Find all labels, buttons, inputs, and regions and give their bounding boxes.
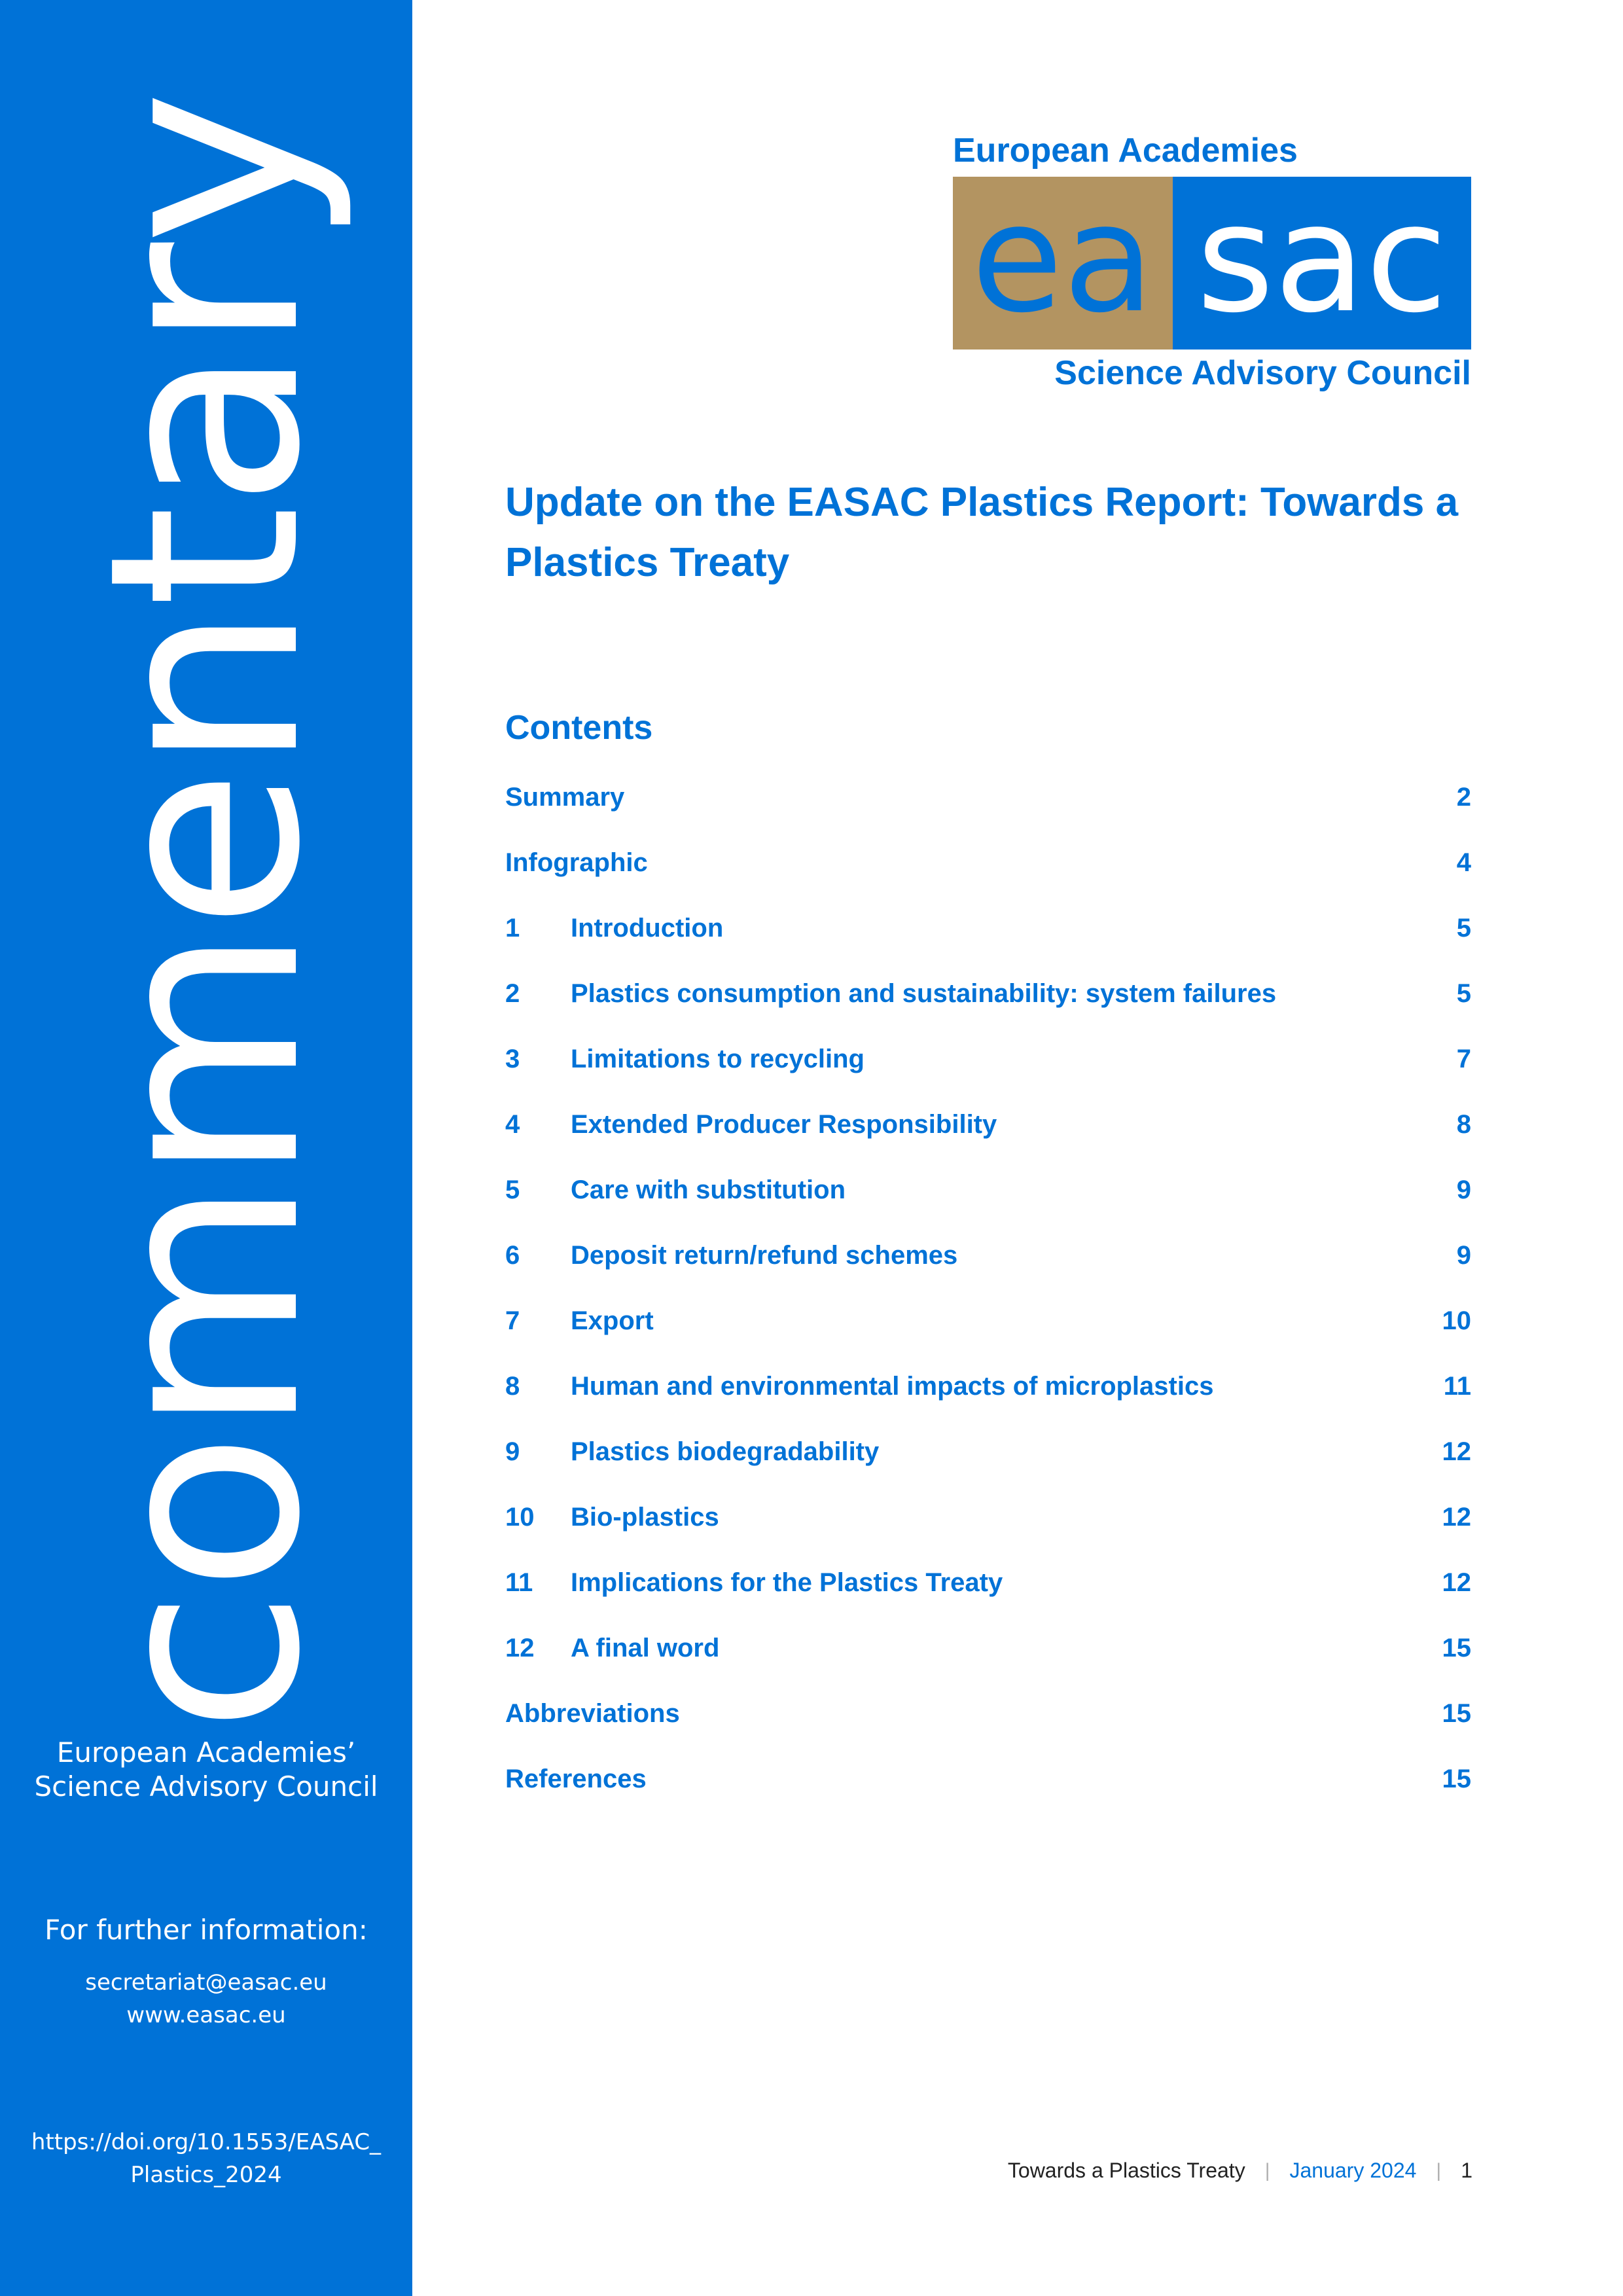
contents-heading: Contents bbox=[505, 709, 653, 747]
toc-entry-page: 15 bbox=[1442, 1633, 1471, 1662]
logo-top-text: European Academies bbox=[953, 132, 1298, 170]
toc-entry-number: 4 bbox=[505, 1109, 520, 1139]
page-footer bbox=[1008, 2159, 1472, 2183]
toc-entry[interactable] bbox=[505, 1484, 1471, 1550]
logo-sac-block: sac bbox=[1173, 177, 1471, 350]
toc-entry-number: 6 bbox=[505, 1240, 520, 1270]
toc-entry-label: Plastics consumption and sustainability: system failures bbox=[571, 978, 1277, 1008]
sidebar-org-line1: European Academies’ bbox=[56, 1736, 356, 1768]
footer-separator: | bbox=[1264, 2159, 1270, 2181]
document-title: Update on the EASAC Plastics Report: Towards a Plastics Treaty bbox=[505, 480, 1459, 585]
toc-entry-number: 8 bbox=[505, 1371, 520, 1401]
toc-entry-page: 8 bbox=[1456, 1109, 1471, 1139]
toc-entry-page: 10 bbox=[1442, 1306, 1471, 1335]
toc-entry-page: 2 bbox=[1456, 782, 1471, 812]
footer-title: Towards a Plastics Treaty bbox=[1007, 2159, 1245, 2182]
toc-entry-number: 2 bbox=[505, 978, 520, 1008]
toc-entry-number: 7 bbox=[505, 1306, 520, 1335]
easac-logo bbox=[953, 177, 1471, 350]
toc-entry-label: Implications for the Plastics Treaty bbox=[571, 1568, 1003, 1597]
toc-entry[interactable] bbox=[505, 1026, 1471, 1092]
toc-entry-label: Limitations to recycling bbox=[571, 1044, 865, 1073]
toc-entry[interactable] bbox=[505, 1288, 1471, 1354]
toc-entry-page: 12 bbox=[1442, 1437, 1471, 1466]
toc-entry-page: 5 bbox=[1456, 978, 1471, 1008]
further-info-title: For further information: bbox=[45, 1914, 368, 1946]
toc-entry-page: 15 bbox=[1442, 1698, 1471, 1728]
footer-separator: | bbox=[1436, 2159, 1442, 2181]
toc-entry[interactable] bbox=[505, 1550, 1471, 1615]
toc-entry[interactable] bbox=[505, 1157, 1471, 1223]
toc-entry[interactable] bbox=[505, 1092, 1471, 1157]
toc-entry-page: 4 bbox=[1456, 848, 1471, 877]
toc-entry-page: 7 bbox=[1456, 1044, 1471, 1073]
logo-bottom-text: Science Advisory Council bbox=[1054, 354, 1471, 392]
toc-entry-label: Human and environmental impacts of microplastics bbox=[571, 1371, 1214, 1401]
toc-entry[interactable] bbox=[505, 961, 1471, 1026]
footer-date: January 2024 bbox=[1289, 2159, 1417, 2182]
toc-entry-label: Summary bbox=[505, 782, 625, 812]
toc-entry-number: 11 bbox=[505, 1568, 533, 1597]
doi-link[interactable] bbox=[0, 2126, 412, 2191]
sidebar-organization bbox=[0, 1736, 412, 1804]
toc-entry-label: A final word bbox=[571, 1633, 720, 1662]
doi-line2: Plastics_2024 bbox=[130, 2162, 282, 2188]
toc-entry[interactable] bbox=[505, 830, 1471, 895]
toc-entry-number: 12 bbox=[505, 1633, 535, 1662]
toc-entry-number: 1 bbox=[505, 913, 520, 942]
toc-entry-label: References bbox=[505, 1764, 647, 1793]
toc-entry-page: 9 bbox=[1456, 1240, 1471, 1270]
toc-entry-page: 12 bbox=[1442, 1502, 1471, 1532]
toc-entry-page: 11 bbox=[1443, 1371, 1471, 1401]
toc-entry-page: 12 bbox=[1442, 1568, 1471, 1597]
toc-entry-label: Plastics biodegradability bbox=[571, 1437, 880, 1466]
logo-ea-block: ea bbox=[953, 177, 1173, 350]
toc-entry-label: Bio-plastics bbox=[571, 1502, 719, 1532]
contact-block bbox=[0, 1966, 412, 2032]
toc-entry-label: Care with substitution bbox=[571, 1175, 846, 1204]
toc-entry[interactable] bbox=[505, 764, 1471, 830]
toc-entry[interactable] bbox=[505, 895, 1471, 961]
footer-page-number: 1 bbox=[1461, 2159, 1472, 2182]
website-link[interactable]: www.easac.eu bbox=[126, 2002, 286, 2028]
toc-entry-label: Deposit return/refund schemes bbox=[571, 1240, 958, 1270]
sidebar-org-line2: Science Advisory Council bbox=[34, 1770, 378, 1803]
toc-entry-number: 5 bbox=[505, 1175, 520, 1204]
toc-entry-label: Extended Producer Responsibility bbox=[571, 1109, 997, 1139]
toc-entry-page: 5 bbox=[1456, 913, 1471, 942]
contact-email-link[interactable]: secretariat@easac.eu bbox=[85, 1969, 327, 1996]
toc-entry-page: 15 bbox=[1442, 1764, 1471, 1793]
toc-entry-label: Infographic bbox=[505, 848, 648, 877]
toc-entry[interactable] bbox=[505, 1681, 1471, 1746]
sidebar bbox=[0, 0, 412, 2296]
toc-entry-label: Export bbox=[571, 1306, 654, 1335]
toc-entry[interactable] bbox=[505, 1746, 1471, 1812]
toc-entry[interactable] bbox=[505, 1354, 1471, 1419]
toc-entry-page: 9 bbox=[1456, 1175, 1471, 1204]
toc-entry-number: 10 bbox=[505, 1502, 535, 1532]
toc-entry-number: 9 bbox=[505, 1437, 520, 1466]
toc-entry-label: Abbreviations bbox=[505, 1698, 680, 1728]
toc-entry-number: 3 bbox=[505, 1044, 520, 1073]
doi-line1: https://doi.org/10.1553/EASAC_ bbox=[31, 2129, 382, 2155]
table-of-contents bbox=[505, 764, 1471, 1812]
toc-entry[interactable] bbox=[505, 1615, 1471, 1681]
toc-entry-label: Introduction bbox=[571, 913, 724, 942]
commentary-vertical-word: commentary bbox=[54, 92, 358, 1734]
toc-entry[interactable] bbox=[505, 1223, 1471, 1288]
toc-entry[interactable] bbox=[505, 1419, 1471, 1484]
